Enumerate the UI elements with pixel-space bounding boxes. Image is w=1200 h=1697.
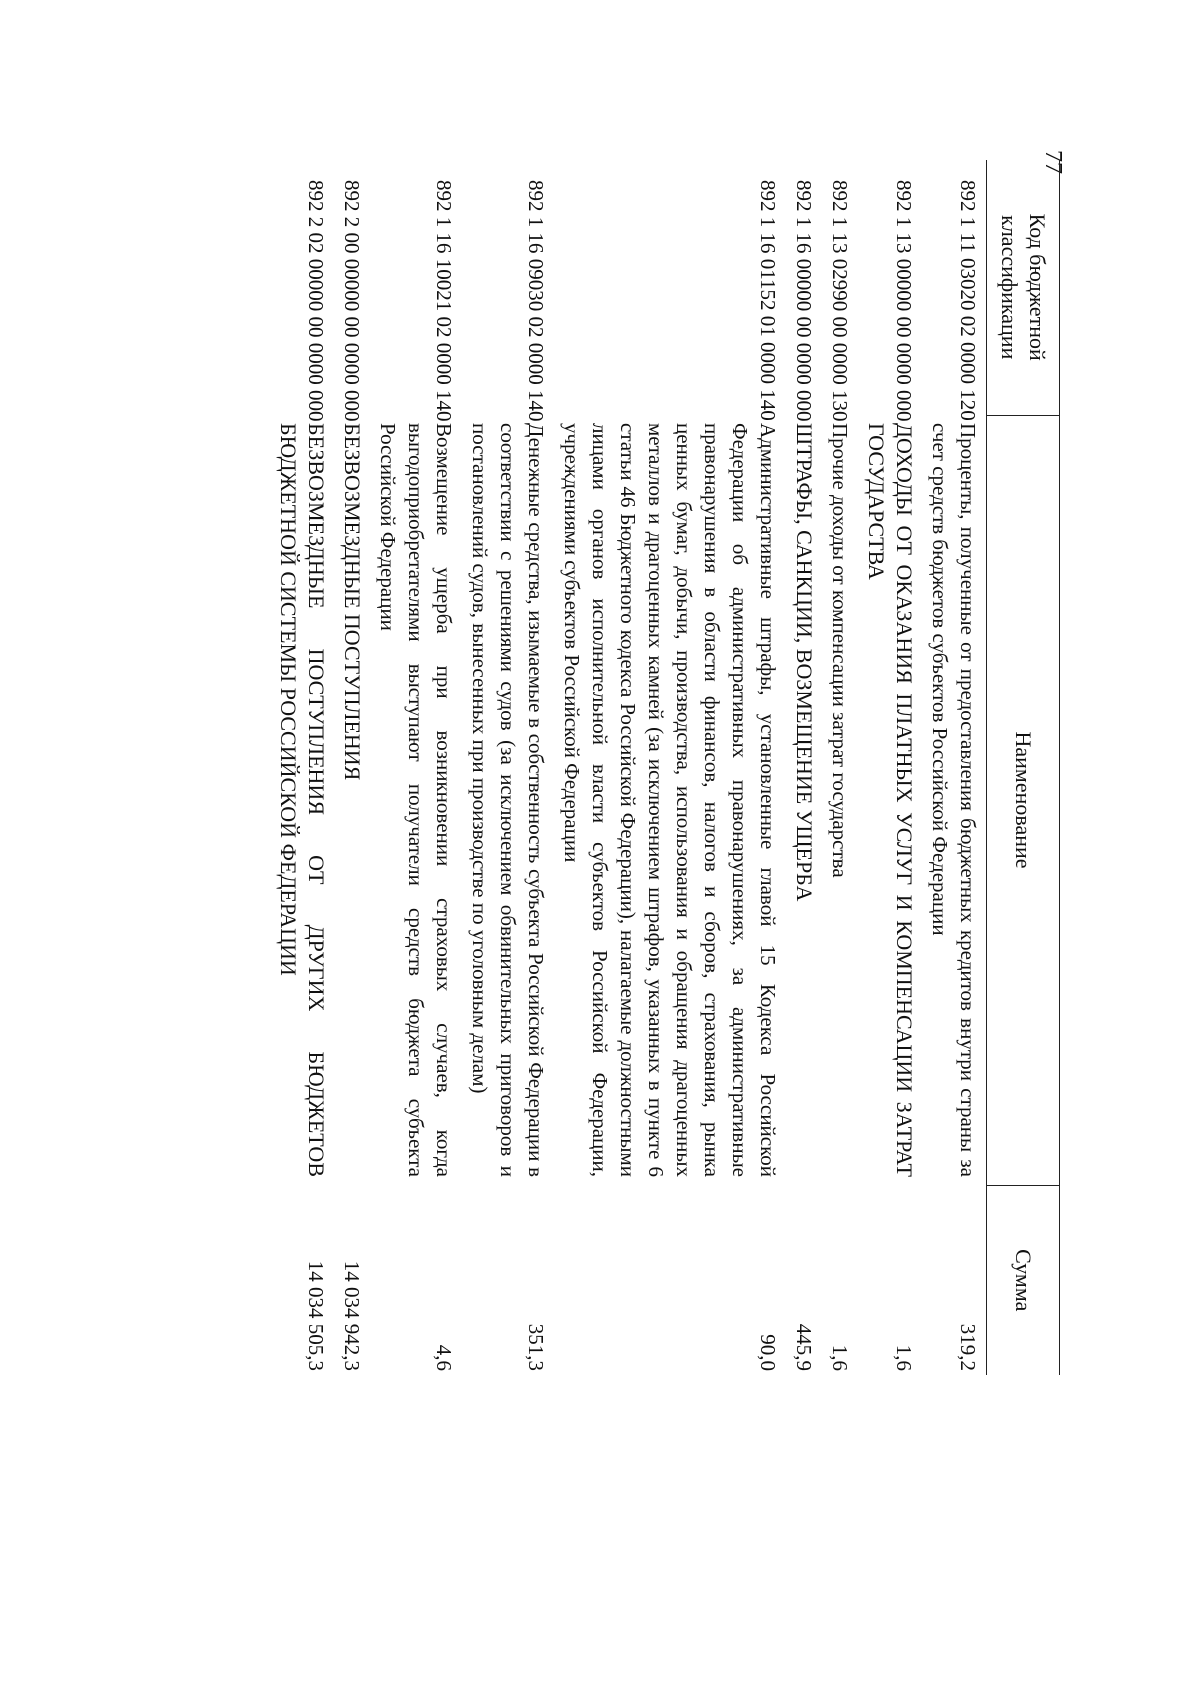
row-sum: 1,6 (828, 1344, 852, 1371)
budget-revenue-table (270, 160, 1060, 1545)
row-code: 892 1 13 00000 00 0000 000 (892, 180, 916, 422)
table-row (270, 160, 334, 1545)
row-code: 892 1 16 01152 01 0000 140 (756, 180, 780, 421)
row-name: Возмещение ущерба при возникновении страховых случаев, когда выгодоприобретателями выступают получатели средств бюджета субъекта Российской Федерации (376, 423, 456, 1177)
row-name: Проценты, полученные от предоставления бюджетных кредитов внутри страны за счет средств бюджетов субъектов Российской Федерации (928, 423, 980, 1177)
row-code: 892 1 16 10021 02 0000 140 (432, 180, 456, 422)
row-name: Денежные средства, изымаемые в собственность субъекта Российской Федерации в соответствии с решениями судов (за исключением обвинительных приговоров и постановлений судов, вынесенных при производстве по уголовным делам) (468, 423, 548, 1177)
row-code: 892 1 11 03020 02 0000 120 (956, 180, 980, 421)
row-code: 892 2 00 00000 00 0000 000 (340, 180, 364, 422)
table-row (334, 160, 370, 1545)
row-sum: 14 034 942,3 (340, 1260, 364, 1371)
row-code: 892 1 16 00000 00 0000 000 (792, 180, 816, 422)
header-name: Наименование (987, 415, 1060, 1185)
table-body (270, 160, 987, 1545)
table-row (554, 160, 786, 1545)
row-name: ШТРАФЫ, САНКЦИИ, ВОЗМЕЩЕНИЕ УЩЕРБА (792, 423, 817, 902)
table-row (786, 160, 822, 1545)
table-row (858, 160, 922, 1545)
header-code: Код бюджетной классификации (987, 160, 1060, 415)
header-sum: Сумма (987, 1185, 1060, 1375)
row-sum: 445,9 (792, 1323, 816, 1371)
row-sum: 4,6 (432, 1344, 456, 1371)
row-name: БЕЗВОЗМЕЗДНЫЕ ПОСТУПЛЕНИЯ ОТ ДРУГИХ БЮДЖЕТОВ БЮДЖЕТНОЙ СИСТЕМЫ РОССИЙСКОЙ ФЕДЕРАЦИИ (276, 423, 329, 1177)
row-code: 892 1 13 02990 00 0000 130 (828, 180, 852, 422)
row-name: Административные штрафы, установленные главой 15 Кодекса Российской Федерации об административных правонарушениях, за административные правонарушения в области финансов, налогов и сборов, страхования, рынка ценных бумаг, добычи, производства, использования и обращения драгоценных металлов и драгоценных камней (за исключением штрафов, указанных в пункте 6 статьи 46 Бюджетного кодекса Российской Федерации), налагаемые должностными лицами органов исполнительной власти субъектов Российской Федерации, учреждениями субъектов Российской Федерации (560, 423, 780, 1177)
row-code: 892 1 16 09030 02 0000 140 (524, 180, 548, 422)
page-number: 77 (1040, 150, 1066, 174)
table-row (922, 160, 987, 1545)
row-name: БЕЗВОЗМЕЗДНЫЕ ПОСТУПЛЕНИЯ (340, 423, 365, 781)
row-code: 892 2 02 00000 00 0000 000 (304, 180, 328, 422)
table-row (822, 160, 858, 1545)
header-blank (987, 1375, 1060, 1545)
row-name: ДОХОДЫ ОТ ОКАЗАНИЯ ПЛАТНЫХ УСЛУГ И КОМПЕНСАЦИИ ЗАТРАТ ГОСУДАРСТВА (864, 423, 917, 1177)
row-sum: 351,3 (524, 1323, 548, 1371)
rotated-page-content (180, 160, 1060, 1545)
table-row (370, 160, 462, 1545)
row-sum: 319,2 (956, 1323, 980, 1371)
row-sum: 1,6 (892, 1344, 916, 1371)
table-header (987, 160, 1060, 1545)
row-name: Прочие доходы от компенсации затрат государства (828, 423, 852, 878)
row-sum: 14 034 505,3 (304, 1260, 328, 1371)
table-row (462, 160, 554, 1545)
row-sum: 90,0 (756, 1334, 780, 1371)
